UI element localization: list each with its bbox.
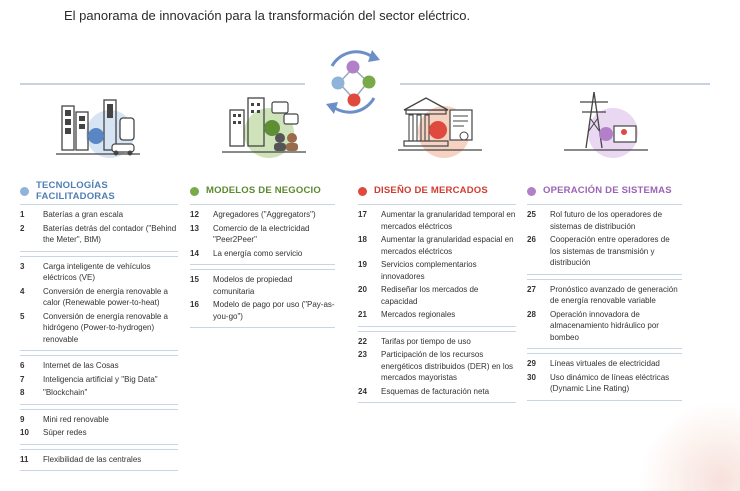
item-text: Baterías detrás del contador ("Behind the Meter", BtM): [43, 223, 177, 244]
list-item: [190, 248, 335, 260]
column-heading-text: OPERACIÓN DE SISTEMAS: [543, 185, 672, 197]
item-text: Modelo de pago por uso ("Pay-as-you-go"): [213, 300, 335, 321]
list-item: [20, 286, 178, 309]
list-item: [20, 360, 178, 372]
item-number: 11: [20, 454, 29, 464]
list-item: [20, 209, 178, 221]
item-number: 10: [20, 428, 29, 437]
item-text: Participación de los recursos energéticos distribuidos (DER) en los mercados mayoristas: [381, 350, 514, 382]
item-group: [20, 204, 178, 252]
item-text: Mini red renovable: [43, 414, 109, 424]
item-number: 26: [527, 235, 536, 244]
item-text: Súper redes: [43, 428, 87, 437]
item-text: "Blockchain": [43, 388, 88, 397]
item-number: 7: [20, 374, 25, 384]
column-market-design: [358, 184, 516, 407]
item-text: Aumentar la granularidad espacial en mercados eléctricos: [381, 235, 514, 256]
list-item: [20, 414, 178, 426]
list-item: [358, 284, 516, 307]
list-item: [190, 299, 335, 322]
item-number: 13: [190, 223, 199, 233]
business-models-illustration: [222, 88, 306, 168]
column-heading-text: TECNOLOGÍAS FACILITADORAS: [36, 179, 115, 202]
item-number: 2: [20, 223, 25, 233]
item-text: Agregadores ("Aggregators"): [213, 210, 316, 219]
list-item: [358, 234, 516, 257]
item-number: 19: [358, 260, 367, 269]
column-heading-text: MODELOS DE NEGOCIO: [206, 185, 321, 197]
item-number: 8: [20, 388, 25, 397]
list-item: [527, 234, 682, 269]
category-dot-icon: [20, 187, 29, 196]
item-number: 9: [20, 414, 25, 424]
item-number: 6: [20, 361, 25, 370]
list-item: [358, 386, 516, 398]
item-text: Esquemas de facturación neta: [381, 386, 490, 396]
list-item: [527, 209, 682, 232]
item-text: Flexibilidad de las centrales: [43, 454, 142, 464]
list-item: [358, 349, 516, 384]
item-text: Mercados regionales: [381, 310, 456, 319]
item-number: 16: [190, 300, 199, 309]
list-item: [527, 372, 682, 395]
item-text: La energía como servicio: [213, 248, 303, 258]
list-item: [190, 274, 335, 297]
top-divider-right: [400, 83, 710, 85]
item-text: Internet de las Cosas: [43, 361, 119, 370]
list-item: [527, 358, 682, 370]
column-business-models: [190, 184, 335, 332]
item-group: [20, 409, 178, 445]
item-number: 15: [190, 275, 199, 284]
item-group: [190, 204, 335, 265]
column-heading: [527, 184, 682, 198]
column-enabling-technologies: [20, 179, 178, 475]
item-number: 30: [527, 372, 536, 382]
item-number: 21: [358, 310, 367, 319]
item-number: 12: [190, 210, 199, 219]
item-group: [20, 256, 178, 352]
item-number: 14: [190, 248, 199, 258]
item-group: [358, 204, 516, 327]
list-item: [20, 223, 178, 246]
list-item: [190, 223, 335, 246]
item-text: Pronóstico avanzado de generación de energía renovable variable: [550, 284, 678, 305]
item-text: Rol futuro de los operadores de sistemas de distribución: [550, 210, 663, 231]
item-text: Conversión de energía renovable a hidrógeno (Power-to-hydrogen) renovable: [43, 311, 168, 344]
item-text: Cooperación entre operadores de los sistemas de transmisión y distribución: [550, 235, 670, 267]
column-system-operation: [527, 184, 682, 405]
item-text: Operación innovadora de almacenamiento hidráulico por bombeo: [550, 309, 659, 342]
item-number: 18: [358, 235, 367, 244]
item-number: 4: [20, 286, 25, 296]
item-text: Uso dinámico de líneas eléctricas (Dynamic Line Rating): [550, 372, 670, 393]
list-item: [20, 374, 178, 386]
item-text: Baterías a gran escala: [43, 210, 124, 219]
item-text: Comercio de la electricidad "Peer2Peer": [213, 223, 310, 244]
category-dot-icon: [190, 187, 199, 196]
category-dot-icon: [358, 187, 367, 196]
list-item: [190, 209, 335, 221]
item-text: Rediseñar los mercados de capacidad: [381, 285, 479, 306]
list-item: [527, 309, 682, 344]
decorative-gradient-circle: [640, 401, 740, 491]
item-text: Líneas virtuales de electricidad: [550, 359, 660, 368]
item-text: Modelos de propiedad comunitaria: [213, 275, 293, 296]
item-number: 5: [20, 311, 25, 321]
item-number: 24: [358, 386, 367, 396]
system-operation-illustration: [564, 88, 648, 168]
list-item: [20, 261, 178, 284]
item-text: Tarifas por tiempo de uso: [381, 336, 471, 346]
item-group: [190, 269, 335, 328]
item-number: 27: [527, 284, 536, 294]
column-heading: [190, 184, 335, 198]
item-number: 29: [527, 359, 536, 368]
item-text: Servicios complementarios innovadores: [381, 260, 477, 281]
item-group: [20, 355, 178, 405]
list-item: [527, 284, 682, 307]
list-item: [20, 427, 178, 439]
column-heading-text: DISEÑO DE MERCADOS: [374, 185, 488, 197]
batteries-illustration: [56, 88, 140, 168]
item-number: 1: [20, 210, 25, 219]
list-item: [20, 311, 178, 346]
category-dot-icon: [527, 187, 536, 196]
list-item: [358, 259, 516, 282]
column-heading: [20, 179, 178, 202]
item-number: 17: [358, 210, 367, 219]
item-text: Conversión de energía renovable a calor (Renewable power-to-heat): [43, 286, 168, 307]
column-heading: [358, 184, 516, 198]
item-text: Carga inteligente de vehículos eléctricos (VE): [43, 261, 151, 282]
market-design-illustration: [398, 88, 482, 168]
item-number: 25: [527, 210, 536, 219]
list-item: [20, 387, 178, 399]
item-group: [527, 204, 682, 275]
item-group: [527, 353, 682, 401]
item-number: 23: [358, 350, 367, 359]
item-number: 28: [527, 309, 536, 319]
list-item: [358, 309, 516, 321]
page-title: El panorama de innovación para la transformación del sector eléctrico.: [64, 8, 471, 23]
top-divider-left: [20, 83, 305, 85]
list-item: [20, 454, 178, 466]
item-group: [358, 331, 516, 404]
item-group: [527, 279, 682, 350]
item-number: 22: [358, 336, 367, 346]
item-text: Aumentar la granularidad temporal en mercados eléctricos: [381, 210, 516, 231]
innovation-cycle-icon: [318, 44, 388, 120]
item-number: 20: [358, 285, 367, 294]
item-number: 3: [20, 261, 25, 271]
list-item: [358, 209, 516, 232]
list-item: [358, 336, 516, 348]
item-group: [20, 449, 178, 472]
item-text: Inteligencia artificial y "Big Data": [43, 374, 158, 384]
